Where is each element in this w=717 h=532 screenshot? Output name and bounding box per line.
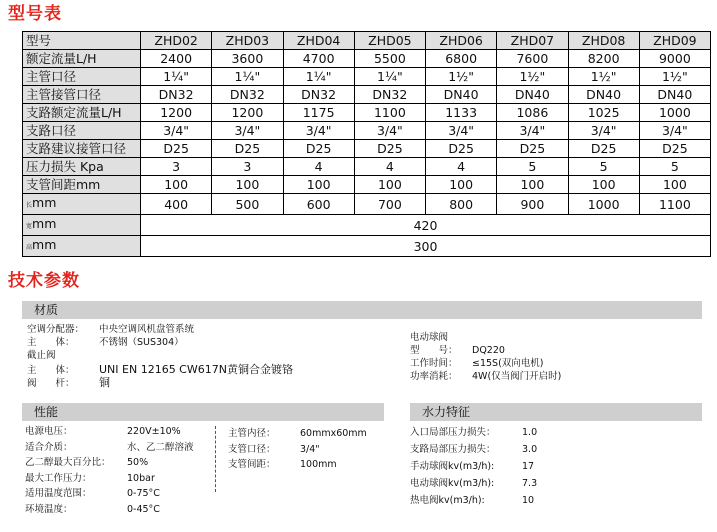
param-key: 适合介质： <box>25 441 73 453</box>
spec-row-label <box>23 194 141 215</box>
param-key: 阀 杆： <box>27 378 75 389</box>
spec-cell: D25 <box>283 140 354 158</box>
spec-cell: D25 <box>568 140 639 158</box>
dimension-prefix: 高 <box>26 244 33 251</box>
spec-cell: 5 <box>639 158 710 176</box>
spec-row-label: 支管间距mm <box>23 176 141 194</box>
spec-cell: 100 <box>568 176 639 194</box>
spec-cell: 1½" <box>426 68 497 86</box>
param-key: 主 体： <box>27 337 75 348</box>
spec-cell: 1¼" <box>212 68 283 86</box>
spec-cell: 8200 <box>568 50 639 68</box>
spec-cell: 3/4" <box>639 122 710 140</box>
performance-divider <box>215 426 216 492</box>
param-key: 功率消耗： <box>410 371 458 382</box>
spec-cell: DN40 <box>497 86 568 104</box>
spec-cell: 100 <box>497 176 568 194</box>
spec-header-model: ZHD04 <box>283 32 354 50</box>
spec-cell: DN40 <box>639 86 710 104</box>
spec-cell: 2400 <box>141 50 212 68</box>
spec-cell: 100 <box>354 176 425 194</box>
spec-row-label-text: mm <box>32 216 57 231</box>
spec-cell: DN32 <box>283 86 354 104</box>
param-value: UNI EN 12165 CW617N黄铜合金镀铬 <box>99 363 293 376</box>
param-key: 热电阀kv(m3/h): <box>410 495 485 506</box>
spec-cell: 700 <box>354 194 425 215</box>
tech-params-title: 技术参数 <box>8 271 80 291</box>
spec-cell: 3600 <box>212 50 283 68</box>
spec-cell: 3/4" <box>497 122 568 140</box>
param-key: 手动球阀kv(m3/h): <box>410 461 495 472</box>
spec-cell: 3/4" <box>141 122 212 140</box>
param-key: 型 号： <box>410 345 458 356</box>
spec-cell: 1½" <box>497 68 568 86</box>
spec-cell: 100 <box>426 176 497 194</box>
spec-cell: 600 <box>283 194 354 215</box>
spec-cell: 3/4" <box>568 122 639 140</box>
param-key: 环境温度： <box>25 503 73 515</box>
spec-cell: 1200 <box>141 104 212 122</box>
spec-span-cell: 420 <box>141 215 711 236</box>
spec-cell: DN40 <box>426 86 497 104</box>
param-key: 支路局部压力损失： <box>410 444 496 455</box>
spec-cell: 4700 <box>283 50 354 68</box>
param-value: 3/4" <box>300 443 320 455</box>
spec-span-row <box>23 236 711 257</box>
spec-cell: 1100 <box>639 194 710 215</box>
dimension-prefix: 长 <box>26 202 33 209</box>
param-key: 电源电压： <box>25 426 73 437</box>
spec-cell: DN32 <box>212 86 283 104</box>
spec-header-model: ZHD02 <box>141 32 212 50</box>
param-key: 电动球阀 <box>410 332 449 343</box>
spec-row-label: 主管接管口径 <box>23 86 141 104</box>
spec-row-label: 支路额定流量L/H <box>23 104 141 122</box>
param-value: 220V±10% <box>127 426 181 437</box>
spec-cell: D25 <box>426 140 497 158</box>
spec-header-model: ZHD07 <box>497 32 568 50</box>
spec-header-row <box>23 32 711 50</box>
spec-row <box>23 158 711 176</box>
spec-header-label: 型号 <box>23 32 141 50</box>
spec-row-label-text: mm <box>32 195 57 210</box>
param-key: 工作时间： <box>410 358 458 369</box>
spec-header-model: ZHD03 <box>212 32 283 50</box>
spec-row <box>23 104 711 122</box>
param-key: 乙二醇最大百分比： <box>25 457 111 468</box>
spec-cell: 9000 <box>639 50 710 68</box>
hydraulic-header: 水力特征 <box>422 405 471 419</box>
param-value: 7.3 <box>522 478 538 489</box>
spec-row-label: 压力损失 Kpa <box>23 158 141 176</box>
param-value: 4W(仅当阀门开启时) <box>472 371 562 382</box>
spec-cell: DN32 <box>141 86 212 104</box>
param-value: 100mm <box>300 459 337 470</box>
param-value: ≤15S(双向电机) <box>472 358 544 369</box>
spec-header-model: ZHD06 <box>426 32 497 50</box>
spec-cell: DN40 <box>568 86 639 104</box>
spec-cell: 1100 <box>354 104 425 122</box>
dimension-prefix: 宽 <box>26 223 33 230</box>
param-value: 17 <box>522 461 535 472</box>
param-key: 最大工作压力： <box>25 472 92 484</box>
spec-cell: 7600 <box>497 50 568 68</box>
spec-cell: 5 <box>568 158 639 176</box>
spec-row <box>23 50 711 68</box>
model-table-title: 型号表 <box>8 4 62 24</box>
spec-cell: 4 <box>426 158 497 176</box>
spec-cell: D25 <box>141 140 212 158</box>
spec-cell: 1½" <box>568 68 639 86</box>
param-value: DQ220 <box>472 345 505 356</box>
spec-cell: 1000 <box>568 194 639 215</box>
param-value: 10bar <box>127 472 155 484</box>
spec-cell: 1¼" <box>283 68 354 86</box>
param-value: 60mmx60mm <box>300 428 367 439</box>
spec-cell: 1086 <box>497 104 568 122</box>
param-key: 截止阀 <box>27 350 56 361</box>
spec-row <box>23 140 711 158</box>
performance-header: 性能 <box>34 405 59 419</box>
param-value: 10 <box>522 495 535 506</box>
param-value: 铜 <box>99 376 110 389</box>
param-value: 1.0 <box>522 427 538 438</box>
spec-cell: 1¼" <box>354 68 425 86</box>
spec-cell: 1½" <box>639 68 710 86</box>
param-key: 主 体： <box>27 365 75 376</box>
spec-cell: D25 <box>354 140 425 158</box>
param-key: 电动球阀kv(m3/h): <box>410 478 495 489</box>
param-key: 主管内径： <box>228 428 276 439</box>
spec-cell: 3/4" <box>354 122 425 140</box>
param-value: 3.0 <box>522 444 538 455</box>
spec-row-label: 额定流量L/H <box>23 50 141 68</box>
performance-header-bar <box>22 403 384 421</box>
spec-row-label: 支路口径 <box>23 122 141 140</box>
spec-cell: 500 <box>212 194 283 215</box>
spec-header-model: ZHD08 <box>568 32 639 50</box>
param-key: 入口局部压力损失： <box>410 427 496 438</box>
spec-cell: 1200 <box>212 104 283 122</box>
param-key: 适用温度范围： <box>25 488 92 499</box>
spec-cell: 3/4" <box>283 122 354 140</box>
spec-header-model: ZHD09 <box>639 32 710 50</box>
spec-cell: 3/4" <box>212 122 283 140</box>
param-key: 支管口径： <box>228 443 276 455</box>
spec-row <box>23 194 711 215</box>
spec-row-label: 主管口径 <box>23 68 141 86</box>
spec-cell: 3 <box>141 158 212 176</box>
spec-cell: D25 <box>212 140 283 158</box>
param-value: 水、乙二醇溶液 <box>127 441 194 453</box>
param-value: 中央空调风机盘管系统 <box>99 324 195 335</box>
spec-row <box>23 86 711 104</box>
spec-row <box>23 68 711 86</box>
spec-cell: 3 <box>212 158 283 176</box>
param-key: 支管间距： <box>228 459 276 470</box>
spec-cell: 5500 <box>354 50 425 68</box>
model-spec-table <box>22 31 711 257</box>
material-header: 材质 <box>34 303 59 317</box>
spec-cell: 1¼" <box>141 68 212 86</box>
spec-span-cell: 300 <box>141 236 711 257</box>
spec-cell: 1000 <box>639 104 710 122</box>
param-value: 不锈钢（SUS304） <box>99 337 184 348</box>
spec-cell: D25 <box>639 140 710 158</box>
spec-row <box>23 122 711 140</box>
spec-cell: 4 <box>354 158 425 176</box>
param-value: 0-45°C <box>127 503 160 515</box>
spec-cell: 6800 <box>426 50 497 68</box>
spec-cell: 900 <box>497 194 568 215</box>
spec-cell: DN32 <box>354 86 425 104</box>
spec-row <box>23 176 711 194</box>
spec-cell: D25 <box>497 140 568 158</box>
spec-cell: 5 <box>497 158 568 176</box>
spec-cell: 1025 <box>568 104 639 122</box>
spec-cell: 400 <box>141 194 212 215</box>
spec-cell: 4 <box>283 158 354 176</box>
spec-cell: 100 <box>212 176 283 194</box>
spec-row-label <box>23 215 141 236</box>
param-key: 空调分配器： <box>27 324 85 335</box>
material-header-bar <box>22 301 702 319</box>
spec-row-label: 支路建议接管口径 <box>23 140 141 158</box>
spec-cell: 100 <box>639 176 710 194</box>
spec-span-row <box>23 215 711 236</box>
spec-row-label <box>23 236 141 257</box>
spec-cell: 1133 <box>426 104 497 122</box>
spec-cell: 100 <box>141 176 212 194</box>
spec-row-label-text: mm <box>32 237 57 252</box>
spec-cell: 1175 <box>283 104 354 122</box>
spec-cell: 800 <box>426 194 497 215</box>
spec-header-model: ZHD05 <box>354 32 425 50</box>
spec-cell: 3/4" <box>426 122 497 140</box>
param-value: 50% <box>127 457 149 468</box>
param-value: 0-75°C <box>127 488 160 499</box>
hydraulic-header-bar <box>410 403 702 421</box>
spec-cell: 100 <box>283 176 354 194</box>
